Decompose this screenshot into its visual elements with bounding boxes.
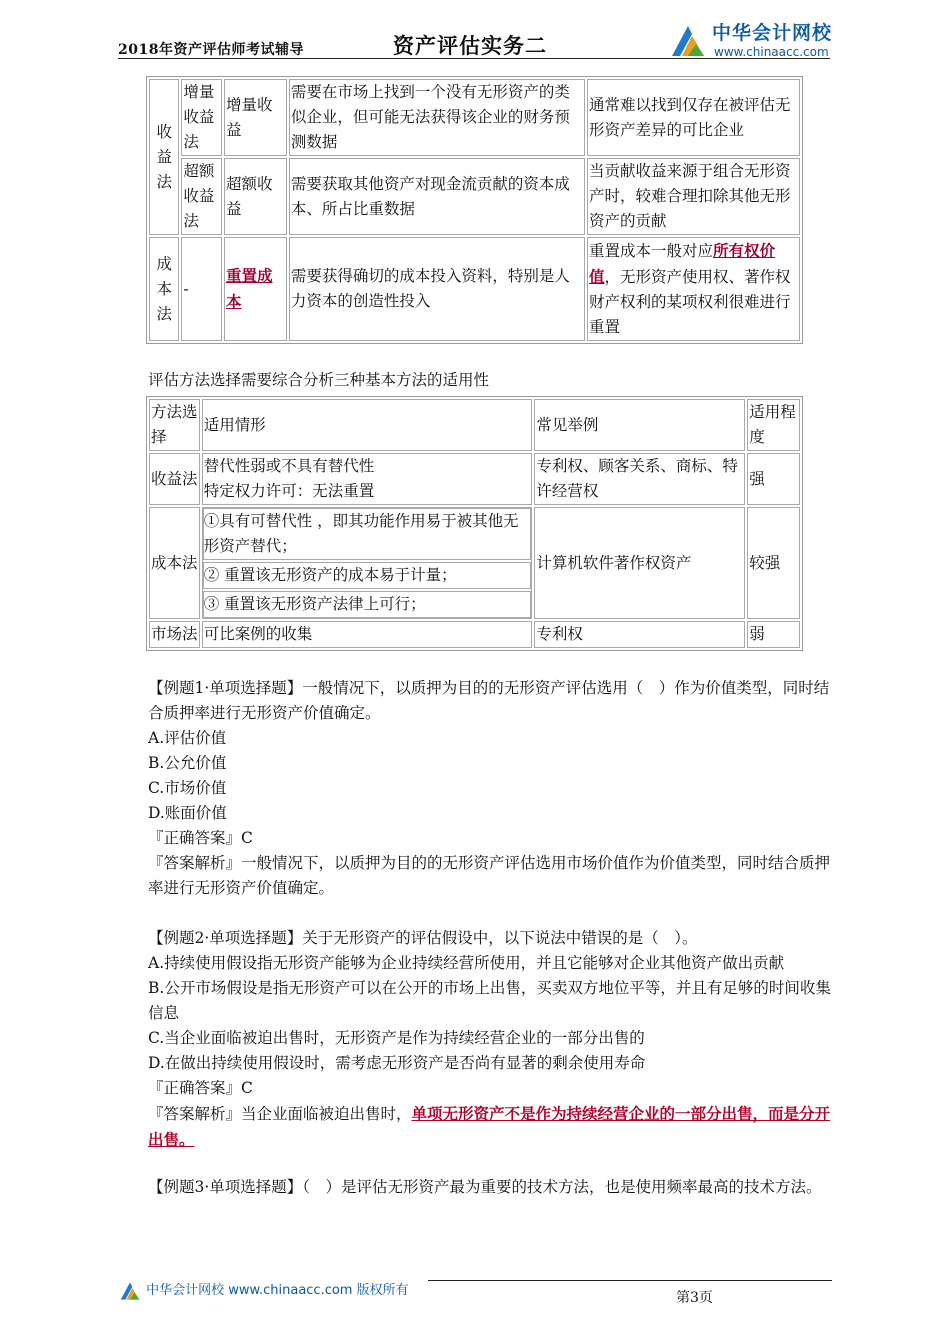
table-row xyxy=(149,453,800,505)
analysis-text: 『答案解析』当企业面临被迫出售时， xyxy=(148,1105,412,1123)
table-row xyxy=(149,237,800,341)
table-row xyxy=(149,507,800,619)
question-1 xyxy=(148,676,838,901)
situation-item: ② 重置该无形资产的成本易于计量； xyxy=(203,562,532,589)
option: C.市场价值 xyxy=(148,779,227,797)
data-requirement-cell: 需要获得确切的成本投入资料，特别是人力资本的创造性投入 xyxy=(289,237,585,341)
option: B.公允价值 xyxy=(148,754,227,772)
method-cell: 成本法 xyxy=(149,507,200,619)
method-comparison-table xyxy=(146,76,803,344)
table-row xyxy=(149,158,800,235)
table-row xyxy=(149,621,800,648)
logo-url: www.chinaacc.com xyxy=(714,45,829,59)
footer-logo-icon xyxy=(118,1280,142,1302)
data-requirement-cell: 需要获取其他资产对现金流贡献的资本成本、所占比重数据 xyxy=(289,158,585,235)
page-number: 第3页 xyxy=(676,1290,713,1306)
basis-cell xyxy=(224,237,287,341)
logo-name: 中华会计网校 xyxy=(712,22,833,44)
footer-brand[interactable] xyxy=(118,1278,409,1303)
limitation-text: ，无形资产使用权、著作权财产权利的某项权利很难进行重置 xyxy=(589,268,791,336)
basis-cell: 超额收 益 xyxy=(224,158,287,235)
situation-cell xyxy=(202,507,533,619)
sub-method-cell: 增量 收益 法 xyxy=(181,79,222,156)
question-stem: 【例题3·单项选择题】（ ）是评估无形资产最为重要的技术方法，也是使用频率最高的技术方法。 xyxy=(148,1178,822,1196)
situation-cell: 替代性弱或不具有替代性 特定权力许可：无法重置 xyxy=(202,453,533,505)
table2-caption: 评估方法选择需要综合分析三种基本方法的适用性 xyxy=(148,371,490,389)
situation-cell: 可比案例的收集 xyxy=(202,621,533,648)
header-cell: 适用情形 xyxy=(202,399,533,451)
header-book-title: 资产评估实务二 xyxy=(393,33,547,58)
basis-cell: 增量收 益 xyxy=(224,79,287,156)
example-cell: 专利权 xyxy=(534,621,745,648)
question-2 xyxy=(148,926,838,1153)
limitation-text: 重置成本一般对应 xyxy=(589,242,714,260)
correct-answer: 『正确答案』C xyxy=(148,829,253,847)
limitation-cell: 当贡献收益来源于组合无形资产时，较难合理扣除其他无形资产的贡献 xyxy=(587,158,800,235)
table-header-row xyxy=(149,399,800,451)
correct-answer: 『正确答案』C xyxy=(148,1079,253,1097)
method-cell: 成 本 法 xyxy=(149,237,179,341)
option: D.账面价值 xyxy=(148,804,227,822)
question-3 xyxy=(148,1175,838,1200)
degree-cell: 较强 xyxy=(747,507,800,619)
method-cell: 收益法 xyxy=(149,453,200,505)
table-row xyxy=(149,79,800,156)
option: A.持续使用假设指无形资产能够为企业持续经营所使用，并且它能够对企业其他资产做出贡献 xyxy=(148,954,785,972)
question-stem: 【例题1·单项选择题】一般情况下，以质押为目的的无形资产评估选用（ ）作为价值类型，同时结合质押率进行无形资产价值确定。 xyxy=(148,679,830,722)
method-cell: 市场法 xyxy=(149,621,200,648)
header-cell: 适用程 度 xyxy=(747,399,800,451)
header-course-title: 2018年资产评估师考试辅导 xyxy=(118,42,304,58)
limitation-cell: 通常难以找到仅存在被评估无形资产差异的可比企业 xyxy=(587,79,800,156)
option: C.当企业面临被迫出售时，无形资产是作为持续经营企业的一部分出售的 xyxy=(148,1029,645,1047)
example-cell: 专利权、顾客关系、商标、特许经营权 xyxy=(534,453,745,505)
option: D.在做出持续使用假设时，需考虑无形资产是否尚有显著的剩余使用寿命 xyxy=(148,1054,646,1072)
footer-rule xyxy=(428,1280,832,1281)
analysis-emphasis: 单项无形资产不是作为持续经营企业的一部分出售，而是分开出售。 xyxy=(148,1104,831,1149)
sub-method-cell: - xyxy=(181,237,222,341)
ownership-value-link[interactable]: 所有权价值 xyxy=(589,241,776,286)
situation-item: ③ 重置该无形资产法律上可行； xyxy=(203,591,532,618)
option: A.评估价值 xyxy=(148,729,227,747)
header-cell: 常见举例 xyxy=(534,399,745,451)
data-requirement-cell: 需要在市场上找到一个没有无形资产的类似企业，但可能无法获得该企业的财务预测数据 xyxy=(289,79,585,156)
answer-analysis xyxy=(148,1101,838,1153)
example-cell: 计算机软件著作权资产 xyxy=(534,507,745,619)
question-stem: 【例题2·单项选择题】关于无形资产的评估假设中，以下说法中错误的是（ ）。 xyxy=(148,929,698,947)
logo-mark-icon xyxy=(668,22,708,60)
degree-cell: 弱 xyxy=(747,621,800,648)
limitation-cell xyxy=(587,237,800,341)
method-applicability-table xyxy=(146,396,803,651)
replacement-cost-link[interactable]: 重置成 本 xyxy=(225,266,273,311)
header-rule xyxy=(118,58,830,59)
footer-brand-text: 中华会计网校 www.chinaacc.com 版权所有 xyxy=(146,1283,409,1298)
header-cell: 方法选 择 xyxy=(149,399,200,451)
answer-analysis: 『答案解析』一般情况下，以质押为目的的无形资产评估选用市场价值作为价值类型，同时结合质押率进行无形资产价值确定。 xyxy=(148,854,831,897)
situation-item: ①具有可替代性 ，即其功能作用易于被其他无形资产替代； xyxy=(203,508,532,560)
method-cell: 收 益 法 xyxy=(149,79,179,235)
sub-method-cell: 超额 收益 法 xyxy=(181,158,222,235)
degree-cell: 强 xyxy=(747,453,800,505)
option: B.公开市场假设是指无形资产可以在公开的市场上出售，买卖双方地位平等，并且有足够的时间收集信息 xyxy=(148,979,831,1022)
